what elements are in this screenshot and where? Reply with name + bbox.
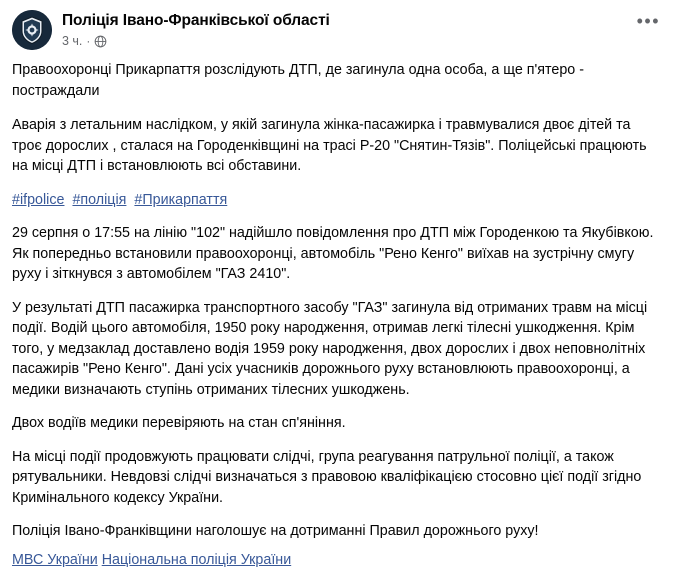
meta-separator-dot: · — [86, 34, 91, 48]
post-header — [0, 0, 674, 52]
post-options-button[interactable]: ••• — [636, 11, 660, 31]
police-emblem-icon — [12, 10, 52, 50]
tagged-page-link[interactable]: МВС України — [12, 551, 98, 568]
page-name[interactable]: Поліція Івано-Франківської області — [62, 12, 330, 29]
tagged-pages-row — [12, 550, 662, 571]
post-paragraph: Поліція Івано-Франківщини наголошує на дотриманні Правил дорожнього руху! — [12, 523, 539, 539]
post-paragraph: Правоохоронці Прикарпаття розслідують ДТП, де загинула одна особа, а ще п'ятеро - постраждали — [12, 62, 584, 99]
post-header-text — [62, 10, 662, 49]
globe-icon[interactable] — [94, 35, 107, 48]
hashtag-row — [12, 190, 662, 211]
post-paragraph: На місці події продовжують працювати слідчі, група реагування патрульної поліції, а також рятувальники. Невдовзі слідчі визначаться з правовою кваліфікацією стосовно цієї події згідно Кримінального кодексу України. — [12, 448, 642, 506]
post-paragraph: 29 серпня о 17:55 на лінію "102" надійшло повідомлення про ДТП між Городенкою та Якубівкою. Як попередньо встановили правоохоронці, автомобіль "Рено Кенго" виїхав на зустрічну смугу руху і зіткнувся з автомобілем "ГАЗ 2410". — [12, 225, 654, 282]
post-paragraph: Аварія з летальним наслідком, у якій загинула жінка-пасажирка і травмувалися двоє дітей та троє дорослих , сталася на Городенківщині на трасі Р-20 "Снятин-Тязів". Поліцейські працюють на місці ДТП і встановлюють всі обставини. — [12, 117, 647, 174]
hashtag-link[interactable]: #поліція — [72, 191, 127, 208]
hashtag-link[interactable]: #ifpolice — [12, 191, 65, 208]
post-paragraph: Двох водіїв медики перевіряють на стан сп'яніння. — [12, 415, 346, 431]
hashtag-link[interactable]: #Прикарпаття — [134, 191, 228, 208]
avatar[interactable] — [12, 10, 52, 50]
post-timestamp[interactable]: 3 ч. — [62, 34, 83, 48]
post-meta — [62, 33, 662, 49]
tagged-page-link[interactable]: Національна поліція України — [101, 551, 292, 568]
post-body — [0, 52, 674, 576]
post-paragraph: У результаті ДТП пасажирка транспортного засобу "ГАЗ" загинула від отриманих травм на місці події. Водій цього автомобіля, 1950 року народження, отримав легкі тілесні ушкодження. Крім того, у медзаклад доставлено водія 1959 року народження, двох дорослих і двох неповнолітніх пасажирів "Рено Кенго". Дані усіх учасників дорожнього руху встановлюють правоохоронці, а медики визначають ступінь отриманих тілесних ушкоджень. — [12, 299, 648, 398]
